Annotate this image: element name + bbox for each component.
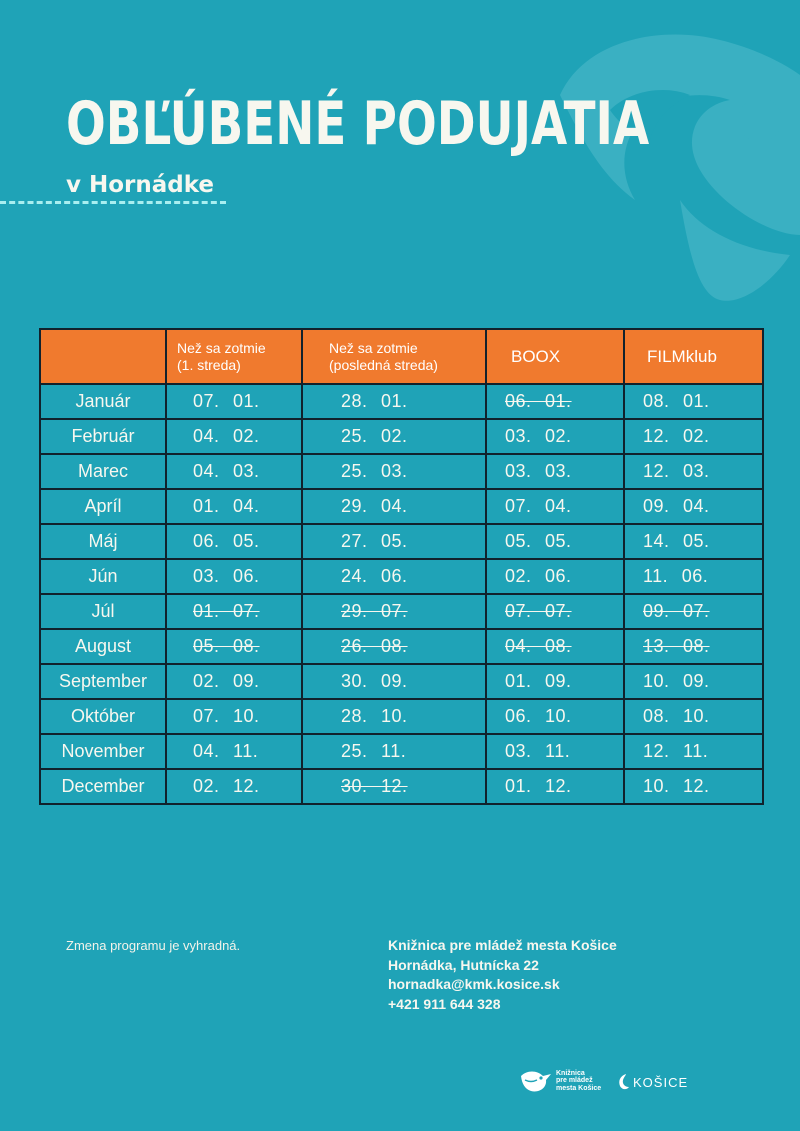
column-header-filmklub xyxy=(624,329,763,384)
header-corner-cell xyxy=(40,329,166,384)
date-cell xyxy=(486,699,624,734)
event-date: 08. 10. xyxy=(643,706,710,726)
table-row xyxy=(40,734,763,769)
event-date: 02. 06. xyxy=(505,566,572,586)
event-date: 03. 11. xyxy=(505,741,571,761)
cancelled-date: 04. 08. xyxy=(505,636,572,656)
date-cell xyxy=(486,769,624,804)
date-cell xyxy=(624,629,763,664)
date-cell xyxy=(166,559,302,594)
date-cell xyxy=(624,384,763,419)
column-header-line: Než sa zotmie xyxy=(329,339,418,356)
event-date: 03. 03. xyxy=(505,461,572,481)
date-cell xyxy=(624,559,763,594)
date-cell xyxy=(166,454,302,489)
event-date: 07. 04. xyxy=(505,496,572,516)
date-cell xyxy=(624,419,763,454)
date-cell xyxy=(302,524,486,559)
date-cell xyxy=(624,769,763,804)
date-cell xyxy=(302,769,486,804)
date-cell xyxy=(302,419,486,454)
month-cell: Február xyxy=(40,419,166,454)
date-cell xyxy=(624,524,763,559)
date-cell xyxy=(302,699,486,734)
page-title: OBĽÚBENÉ PODUJATIA xyxy=(66,89,650,159)
contact-address: Hornádka, Hutnícka 22 xyxy=(388,956,539,973)
contact-block xyxy=(388,936,617,1014)
column-header-label: FILMklub xyxy=(647,347,717,366)
cancelled-date: 05. 08. xyxy=(193,636,260,656)
date-cell xyxy=(486,734,624,769)
event-date: 05. 05. xyxy=(505,531,572,551)
date-cell xyxy=(486,629,624,664)
event-date: 29. 04. xyxy=(341,496,408,516)
contact-email[interactable]: hornadka@kmk.kosice.sk xyxy=(388,976,560,992)
date-cell xyxy=(302,664,486,699)
month-cell: December xyxy=(40,769,166,804)
month-cell: Marec xyxy=(40,454,166,489)
column-header-last-wednesday xyxy=(302,329,486,384)
event-date: 28. 10. xyxy=(341,706,408,726)
library-logo-line: Knižnica xyxy=(556,1069,585,1077)
event-date: 14. 05. xyxy=(643,531,710,551)
event-date: 09. 04. xyxy=(643,496,710,516)
cancelled-date: 07. 07. xyxy=(505,601,572,621)
date-cell xyxy=(624,664,763,699)
date-cell xyxy=(302,384,486,419)
page-subtitle: v Hornádke xyxy=(66,172,215,198)
date-cell xyxy=(166,629,302,664)
cancelled-date: 30. 12. xyxy=(341,776,408,796)
event-date: 06. 10. xyxy=(505,706,572,726)
event-date: 04. 11. xyxy=(193,741,259,761)
bird-icon xyxy=(519,1068,553,1094)
date-cell xyxy=(166,384,302,419)
kosice-logo xyxy=(617,1073,688,1091)
date-cell xyxy=(166,734,302,769)
event-date: 07. 10. xyxy=(193,706,260,726)
event-date: 02. 12. xyxy=(193,776,260,796)
event-date: 28. 01. xyxy=(341,391,408,411)
event-date: 25. 03. xyxy=(341,461,408,481)
event-date: 03. 06. xyxy=(193,566,260,586)
date-cell xyxy=(486,524,624,559)
date-cell xyxy=(302,559,486,594)
month-cell: Január xyxy=(40,384,166,419)
event-date: 27. 05. xyxy=(341,531,408,551)
date-cell xyxy=(166,419,302,454)
date-cell xyxy=(624,734,763,769)
event-date: 30. 09. xyxy=(341,671,408,691)
event-date: 24. 06. xyxy=(341,566,408,586)
event-date: 01. 04. xyxy=(193,496,260,516)
program-change-note: Zmena programu je vyhradná. xyxy=(66,938,241,953)
table-row xyxy=(40,559,763,594)
kosice-emblem-icon xyxy=(617,1073,631,1091)
table-row xyxy=(40,454,763,489)
event-date: 04. 02. xyxy=(193,426,260,446)
column-header-boox xyxy=(486,329,624,384)
table-row xyxy=(40,629,763,664)
date-cell xyxy=(486,664,624,699)
date-cell xyxy=(302,734,486,769)
date-cell xyxy=(624,594,763,629)
month-cell: Jún xyxy=(40,559,166,594)
column-header-first-wednesday xyxy=(166,329,302,384)
column-header-line: Než sa zotmie xyxy=(177,339,266,356)
date-cell xyxy=(166,664,302,699)
dashed-divider xyxy=(0,201,226,204)
date-cell xyxy=(486,384,624,419)
date-cell xyxy=(486,559,624,594)
month-cell: November xyxy=(40,734,166,769)
month-cell: August xyxy=(40,629,166,664)
table-row xyxy=(40,769,763,804)
event-date: 12. 11. xyxy=(643,741,709,761)
event-date: 08. 01. xyxy=(643,391,710,411)
table-body xyxy=(40,384,763,804)
event-date: 10. 09. xyxy=(643,671,710,691)
table-row xyxy=(40,489,763,524)
table-row xyxy=(40,664,763,699)
event-date: 06. 05. xyxy=(193,531,260,551)
date-cell xyxy=(166,769,302,804)
cancelled-date: 01. 07. xyxy=(193,601,260,621)
date-cell xyxy=(302,594,486,629)
cancelled-date: 26. 08. xyxy=(341,636,408,656)
column-header-line: (1. streda) xyxy=(177,356,241,373)
date-cell xyxy=(486,454,624,489)
library-logo-line: pre mládež xyxy=(556,1077,593,1085)
table-row xyxy=(40,699,763,734)
column-header-label: BOOX xyxy=(511,347,561,366)
month-cell: Júl xyxy=(40,594,166,629)
cancelled-date: 06. 01. xyxy=(505,391,572,411)
date-cell xyxy=(166,699,302,734)
kosice-logo-text: KOŠICE xyxy=(633,1074,689,1090)
cancelled-date: 13. 08. xyxy=(643,636,710,656)
event-date: 02. 09. xyxy=(193,671,260,691)
event-date: 04. 03. xyxy=(193,461,260,481)
event-date: 07. 01. xyxy=(193,391,260,411)
column-header-line: (posledná streda) xyxy=(329,356,438,373)
event-date: 25. 11. xyxy=(341,741,407,761)
table-row xyxy=(40,419,763,454)
date-cell xyxy=(302,629,486,664)
library-logo xyxy=(519,1068,608,1094)
table-row xyxy=(40,524,763,559)
event-date: 11. 06. xyxy=(643,566,709,586)
date-cell xyxy=(302,489,486,524)
date-cell xyxy=(166,524,302,559)
event-date: 01. 12. xyxy=(505,776,572,796)
cancelled-date: 09. 07. xyxy=(643,601,710,621)
date-cell xyxy=(624,489,763,524)
month-cell: Máj xyxy=(40,524,166,559)
event-date: 10. 12. xyxy=(643,776,710,796)
month-cell: Apríl xyxy=(40,489,166,524)
date-cell xyxy=(486,489,624,524)
contact-phone[interactable]: +421 911 644 328 xyxy=(388,995,501,1012)
event-date: 01. 09. xyxy=(505,671,572,691)
table-header-row xyxy=(40,329,763,384)
schedule-table xyxy=(39,328,764,805)
date-cell xyxy=(302,454,486,489)
table-row xyxy=(40,384,763,419)
cancelled-date: 29. 07. xyxy=(341,601,408,621)
event-date: 25. 02. xyxy=(341,426,408,446)
date-cell xyxy=(166,489,302,524)
month-cell: September xyxy=(40,664,166,699)
event-date: 12. 02. xyxy=(643,426,710,446)
date-cell xyxy=(624,699,763,734)
date-cell xyxy=(486,594,624,629)
event-date: 03. 02. xyxy=(505,426,572,446)
table-row xyxy=(40,594,763,629)
library-logo-line: mesta Košice xyxy=(556,1084,602,1092)
date-cell xyxy=(624,454,763,489)
month-cell: Október xyxy=(40,699,166,734)
date-cell xyxy=(166,594,302,629)
event-date: 12. 03. xyxy=(643,461,710,481)
date-cell xyxy=(486,419,624,454)
contact-organization: Knižnica pre mládež mesta Košice xyxy=(388,937,617,953)
